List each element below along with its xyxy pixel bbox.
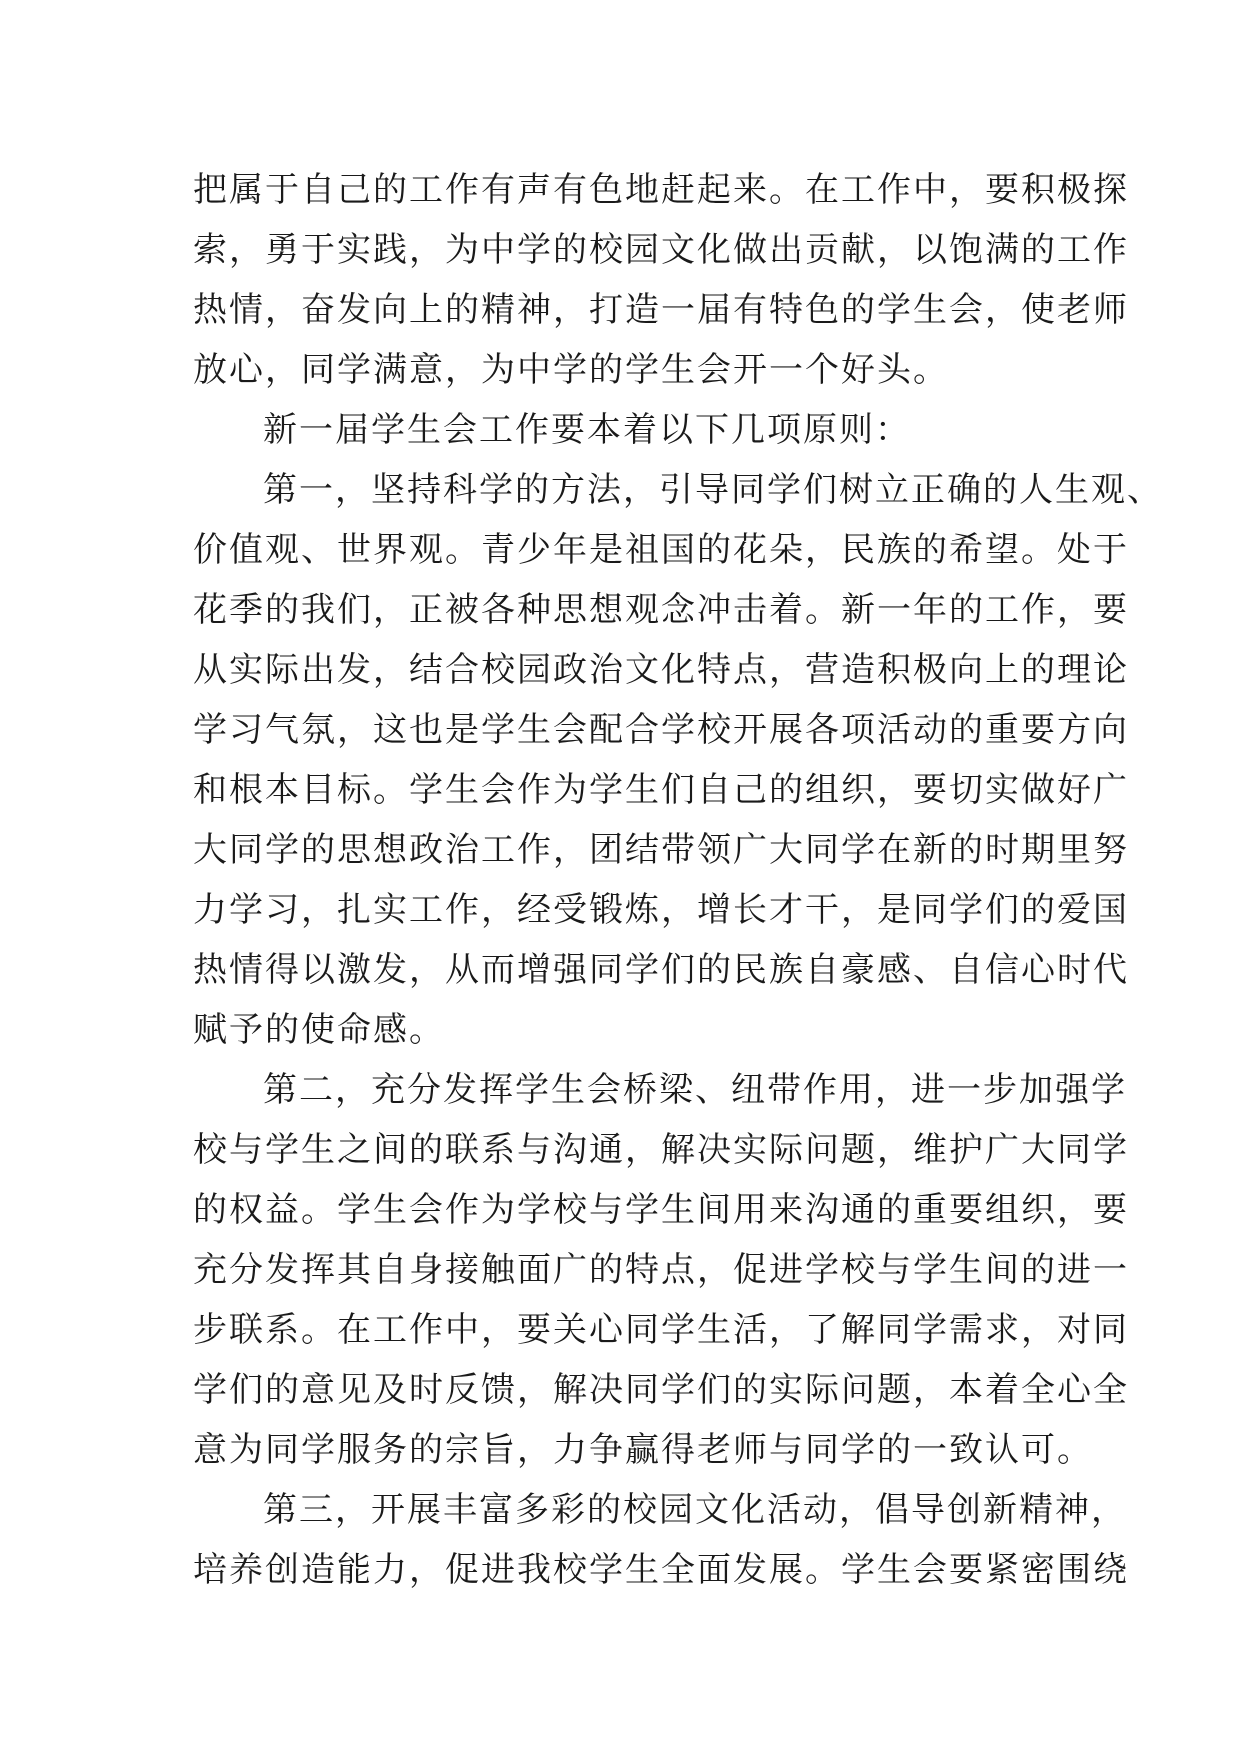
text-line: 热情得以激发，从而增强同学们的民族自豪感、自信心时代 [193,950,1129,990]
text-line: 力学习，扎实工作，经受锻炼，增长才干，是同学们的爱国 [193,890,1129,930]
text-line: 培养创造能力，促进我校学生全面发展。学生会要紧密围绕 [193,1550,1129,1590]
text-line: 的权益。学生会作为学校与学生间用来沟通的重要组织，要 [193,1190,1129,1230]
text-line: 第一，坚持科学的方法，引导同学们树立正确的人生观、 [263,470,1163,510]
text-line: 和根本目标。学生会作为学生们自己的组织，要切实做好广 [193,770,1129,810]
text-line: 学习气氛，这也是学生会配合学校开展各项活动的重要方向 [193,710,1129,750]
text-line: 放心，同学满意，为中学的学生会开一个好头。 [193,350,949,390]
text-line: 学们的意见及时反馈，解决同学们的实际问题，本着全心全 [193,1370,1129,1410]
text-line: 充分发挥其自身接触面广的特点，促进学校与学生间的进一 [193,1250,1129,1290]
text-line: 热情，奋发向上的精神，打造一届有特色的学生会，使老师 [193,290,1129,330]
text-line: 价值观、世界观。青少年是祖国的花朵，民族的希望。处于 [193,530,1129,570]
text-line: 花季的我们，正被各种思想观念冲击着。新一年的工作，要 [193,590,1129,630]
text-line: 新一届学生会工作要本着以下几项原则： [263,410,911,450]
text-line: 第二，充分发挥学生会桥梁、纽带作用，进一步加强学 [263,1070,1127,1110]
text-line: 校与学生之间的联系与沟通，解决实际问题，维护广大同学 [193,1130,1129,1170]
text-line: 赋予的使命感。 [193,1010,445,1050]
text-line: 意为同学服务的宗旨，力争赢得老师与同学的一致认可。 [193,1430,1093,1470]
body-text [193,160,1163,1600]
text-line: 从实际出发，结合校园政治文化特点，营造积极向上的理论 [193,650,1129,690]
text-line: 第三，开展丰富多彩的校园文化活动，倡导创新精神， [263,1490,1127,1530]
text-line: 大同学的思想政治工作，团结带领广大同学在新的时期里努 [193,830,1129,870]
text-line: 把属于自己的工作有声有色地赶起来。在工作中，要积极探 [193,170,1129,210]
text-line: 步联系。在工作中，要关心同学生活，了解同学需求，对同 [193,1310,1129,1350]
text-line: 索，勇于实践，为中学的校园文化做出贡献，以饱满的工作 [193,230,1129,270]
